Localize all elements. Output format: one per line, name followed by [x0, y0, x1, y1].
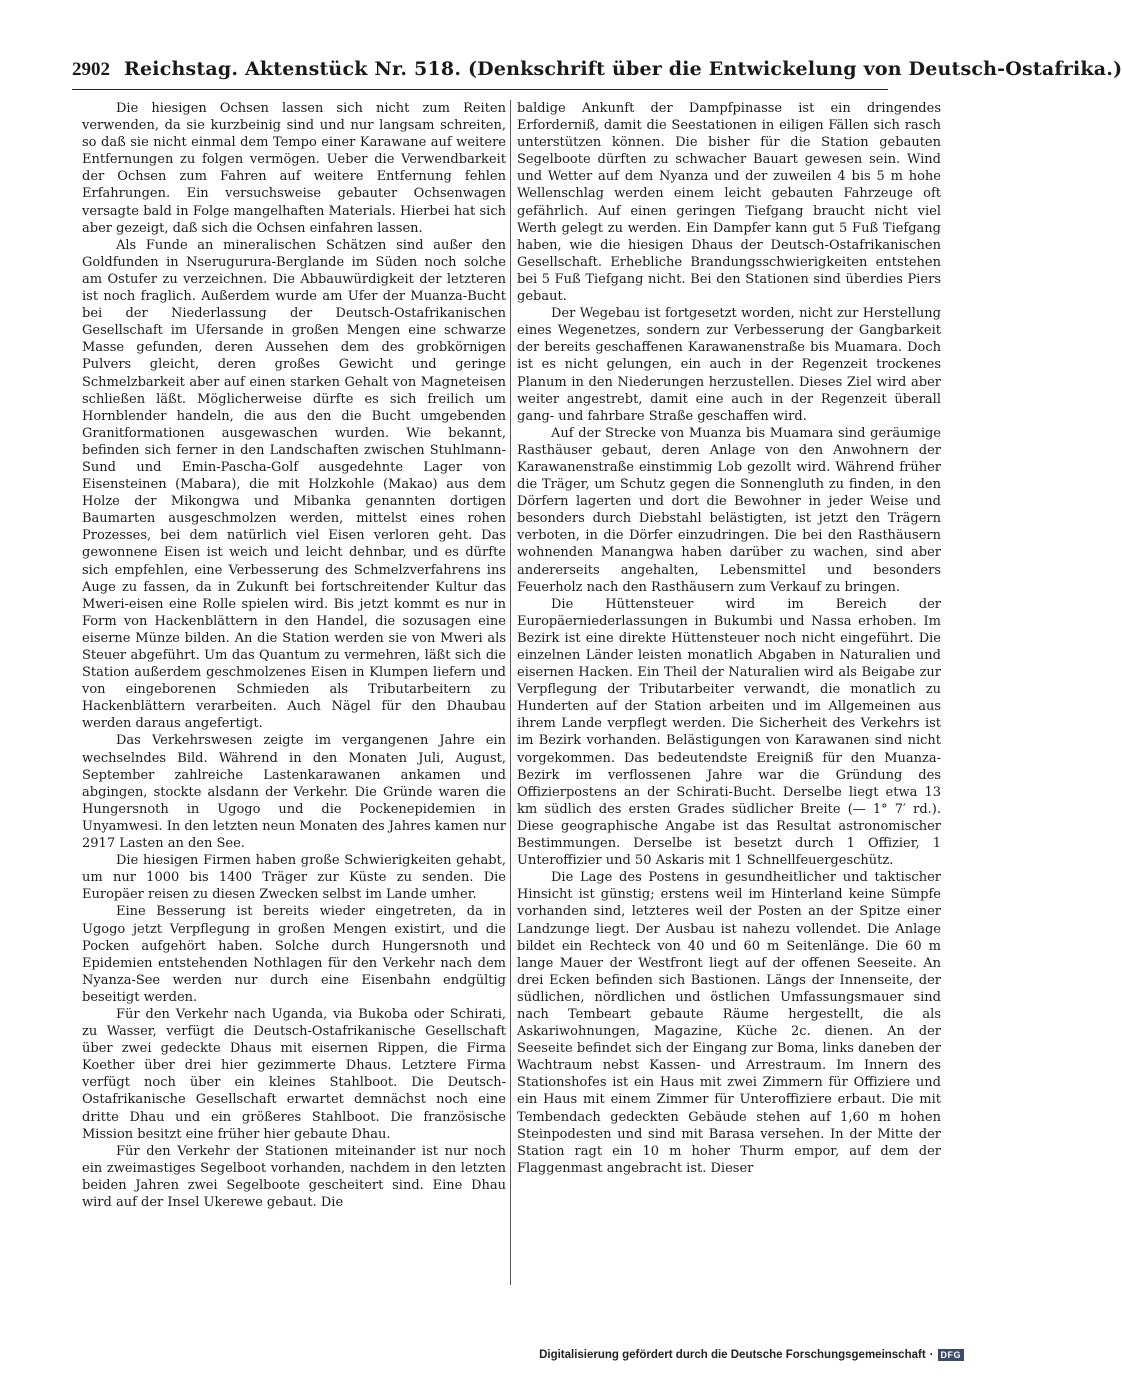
paragraph: Die Hüttensteuer wird im Bereich der Europäerniederlassungen in Bukumbi und Nassa erhoben. Im Bezirk ist eine direkte Hüttensteuer noch nicht eingeführt. Die einzelnen Länder leisten monatlich Abgaben in Naturalien und eisernen Hacken. Ein Theil der Naturalien wird als Beigabe zur Verpflegung der Tributarbeiter verwandt, die monatlich zu Hunderten auf der Station arbeiten und im Allgemeinen aus ihrem Lande verpflegt werden. Die Sicherheit des Verkehrs ist im Bezirk vorhanden. Belästigungen von Karawanen sind nicht vorgekommen. Das bedeutendste Ereigniß für den Muanza-Bezirk im verflossenen Jahre war die Gründung des Offizierpostens an der Schirati-Bucht. Derselbe liegt etwa 13 km südlich des ersten Grades südlicher Breite (— 1° 7′ rd.). Diese geographische Angabe ist das Resultat astronomischer Bestimmungen. Derselbe ist besetzt durch 1 Offizier, 1 Unteroffizier und 50 Askaris mit 1 Schnellfeuergeschütz. — [517, 596, 941, 869]
paragraph: Die hiesigen Firmen haben große Schwierigkeiten gehabt, um nur 1000 bis 1400 Träger zur Küste zu senden. Die Europäer reisen zu diesen Zwecken selbst im Lande umher. — [82, 853, 506, 903]
page-header — [72, 58, 1122, 88]
paragraph: Auf der Strecke von Muanza bis Muamara sind geräumige Rasthäuser gebaut, deren Anlage von den Anwohnern der Karawanenstraße einstimmig Lob gezollt wird. Während früher die Träger, um Schutz gegen die Sonnengluth zu finden, in den Dörfern lagerten und dort die Bewohner in jeder Weise und besonders durch Diebstahl belästigten, ist jetzt den Trägern verboten, in die Dörfer einzudringen. Die bei den Rasthäusern wohnenden Manangwa haben darüber zu wachen, sind aber andererseits angehalten, Lebensmittel und besonders Feuerholz nach den Rasthäusern zum Verkauf zu bringen. — [517, 425, 941, 595]
paragraph: Für den Verkehr nach Uganda, via Bukoba oder Schirati, zu Wasser, verfügt die Deutsch-Ostafrikanische Gesellschaft über zwei gedeckte Dhaus mit eisernen Rippen, die Firma Koether über drei hier gezimmerte Dhaus. Letztere Firma verfügt noch über ein kleines Stahlboot. Die Deutsch-Ostafrikanische Gesellschaft erwartet demnächst noch eine dritte Dhau und ein größeres Stahlboot. Die französische Mission besitzt eine früher hier gebaute Dhau. — [82, 1006, 506, 1142]
dfg-logo: DFG — [938, 1349, 965, 1361]
running-title: Reichstag. Aktenstück Nr. 518. (Denkschrift über die Entwickelung von Deutsch-Ostafrika.) — [124, 58, 1122, 80]
paragraph: Für den Verkehr der Stationen miteinander ist nur noch ein zweimastiges Segelboot vorhanden, nachdem in den letzten beiden Jahren zwei Segelboote gescheitert sind. Eine Dhau wird auf der Insel Ukerewe gebaut. Die — [82, 1143, 506, 1210]
header-rule — [72, 89, 888, 90]
right-column — [517, 100, 941, 1290]
page-number: 2902 — [72, 59, 110, 80]
left-column — [82, 100, 506, 1290]
paragraph: Der Wegebau ist fortgesetzt worden, nicht zur Herstellung eines Wegenetzes, sondern zur Verbesserung der Gangbarkeit der bereits geschaffenen Karawanenstraße bis Muamara. Doch ist es nicht gelungen, ein auch in der Regenzeit trockenes Planum in den Niederungen herzustellen. Dieses Ziel wird aber weiter angestrebt, damit eine auch in der Regenzeit überall gang- und fahrbare Straße geschaffen wird. — [517, 306, 941, 424]
paragraph-continued: baldige Ankunft der Dampfpinasse ist ein dringendes Erforderniß, damit die Seestationen in eiligen Fällen sich rasch unterstützen können. Die bisher für die Station gebauten Segelboote dürften zu schwacher Bauart gewesen sein. Wind und Wetter auf dem Nyanza und der zuweilen 4 bis 5 m hohe Wellenschlag werden einem leicht gebauten Fahrzeuge oft gefährlich. Auf einen geringen Tiefgang braucht nicht viel Werth gelegt zu werden. Ein Dampfer kann gut 5 Fuß Tiefgang haben, wie die hiesigen Dhaus der Deutsch-Ostafrikanischen Gesellschaft. Erhebliche Brandungsschwierigkeiten entstehen bei 5 Fuß Tiefgang nicht. Bei den Stationen sind überdies Piers gebaut. — [517, 101, 941, 305]
digitization-footer: Digitalisierung gefördert durch die Deutsche Forschungsgemeinschaft · DFG — [539, 1349, 964, 1361]
paragraph: Die Lage des Postens in gesundheitlicher und taktischer Hinsicht ist günstig; erstens weil im Hinterland keine Sümpfe vorhanden sind, letzteres weil der Posten an der Spitze einer Landzunge liegt. Der Ausbau ist nahezu vollendet. Die Anlage bildet ein Rechteck von 40 und 60 m Seitenlänge. Die 60 m lange Mauer der Westfront liegt auf der offenen Seeseite. An drei Ecken befinden sich Bastionen. Längs der Innenseite, der südlichen, nördlichen und östlichen Umfassungsmauer sind nach Tembeart gebaute Räume hergestellt, die als Askariwohnungen, Magazine, Küche 2c. dienen. An der Seeseite befindet sich der Eingang zur Boma, links daneben der Wachtraum nebst Kassen- und Arrestraum. Im Innern des Stationshofes ist ein Haus mit zwei Zimmern für Offiziere und ein Haus mit einem Zimmer für Unteroffiziere erbaut. Die mit Tembendach gedeckten Gebäude stehen auf 1,60 m hohen Steinpodesten und sind mit Barasa versehen. In der Mitte der Station ragt ein 10 m hoher Thurm empor, auf dem der Flaggenmast angebracht ist. Dieser — [517, 870, 941, 1176]
footer-text: Digitalisierung gefördert durch die Deutsche Forschungsgemeinschaft — [539, 1349, 926, 1361]
column-divider — [510, 100, 511, 1285]
paragraph: Als Funde an mineralischen Schätzen sind außer den Goldfunden in Nserugurura-Berglande im Süden noch solche am Ostufer zu verzeichnen. Die Abbauwürdigkeit der letzteren ist noch fraglich. Außerdem wurde am Ufer der Muanza-Bucht bei der Niederlassung der Deutsch-Ostafrikanischen Gesellschaft im Ufersande in großen Mengen eine schwarze Masse gefunden, deren Aussehen dem des grobkörnigen Pulvers gleicht, deren großes Gewicht und geringe Schmelzbarkeit aber auf einen starken Gehalt von Magneteisen schließen läßt. Möglicherweise dürfte es sich freilich um Hornblender handeln, die aus den die Bucht umgebenden Granitformationen ausgewaschen wurden. Wie bekannt, befinden sich ferner in den Landschaften zwischen Stuhlmann-Sund und Emin-Pascha-Golf ausgedehnte Lager von Eisensteinen (Mabara), die mit Holzkohle (Makao) aus dem Holze der Mikongwa und Mibanka genannten dortigen Baumarten ausgeschmolzen werden, mittelst eines rohen Prozesses, bei dem natürlich viel Eisen verloren geht. Das gewonnene Eisen ist weich und leicht dehnbar, und es dürfte sich empfehlen, eine Verbesserung des Schmelzverfahrens ins Auge zu fassen, da in Zukunft bei fortschreitender Kultur das Mweri-eisen eine Rolle spielen wird. Bis jetzt kommt es nur in Form von Hackenblättern in den Handel, die sozusagen eine eiserne Münze bilden. An die Station werden sie von Mweri als Steuer abgeführt. Um das Quantum zu vermehren, läßt sich die Station außerdem geschmolzenes Eisen in Klumpen liefern und von eingeborenen Schmieden als Tributarbeitern zu Hackenblättern verarbeiten. Auch Nägel für den Dhaubau werden daraus angefertigt. — [82, 237, 506, 732]
paragraph: Die hiesigen Ochsen lassen sich nicht zum Reiten verwenden, da sie kurzbeinig sind und nur langsam schreiten, so daß sie nicht einmal dem Tempo einer Karawane auf weitere Entfernungen zu folgen vermögen. Ueber die Verwendbarkeit der Ochsen zum Fahren auf weitere Entfernung fehlen Erfahrungen. Ein versuchsweise gebauter Ochsenwagen versagte bald in Folge mangelhaften Materials. Hierbei hat sich aber gezeigt, daß sich die Ochsen einfahren lassen. — [82, 101, 506, 236]
paragraph: Eine Besserung ist bereits wieder eingetreten, da in Ugogo jetzt Verpflegung in großen Mengen existirt, und die Pocken aufgehört haben. Solche durch Hungersnoth und Epidemien entstehenden Nothlagen für den Verkehr nach dem Nyanza-See werden nur durch eine Eisenbahn endgültig beseitigt werden. — [82, 904, 506, 1005]
paragraph: Das Verkehrswesen zeigte im vergangenen Jahre ein wechselndes Bild. Während in den Monaten Juli, August, September zahlreiche Lastenkarawanen ankamen und abgingen, stockte alsdann der Verkehr. Die Gründe waren die Hungersnoth in Ugogo und die Pockenepidemien in Unyamwesi. In den letzten neun Monaten des Jahres kamen nur 2917 Lasten an den See. — [82, 733, 506, 852]
